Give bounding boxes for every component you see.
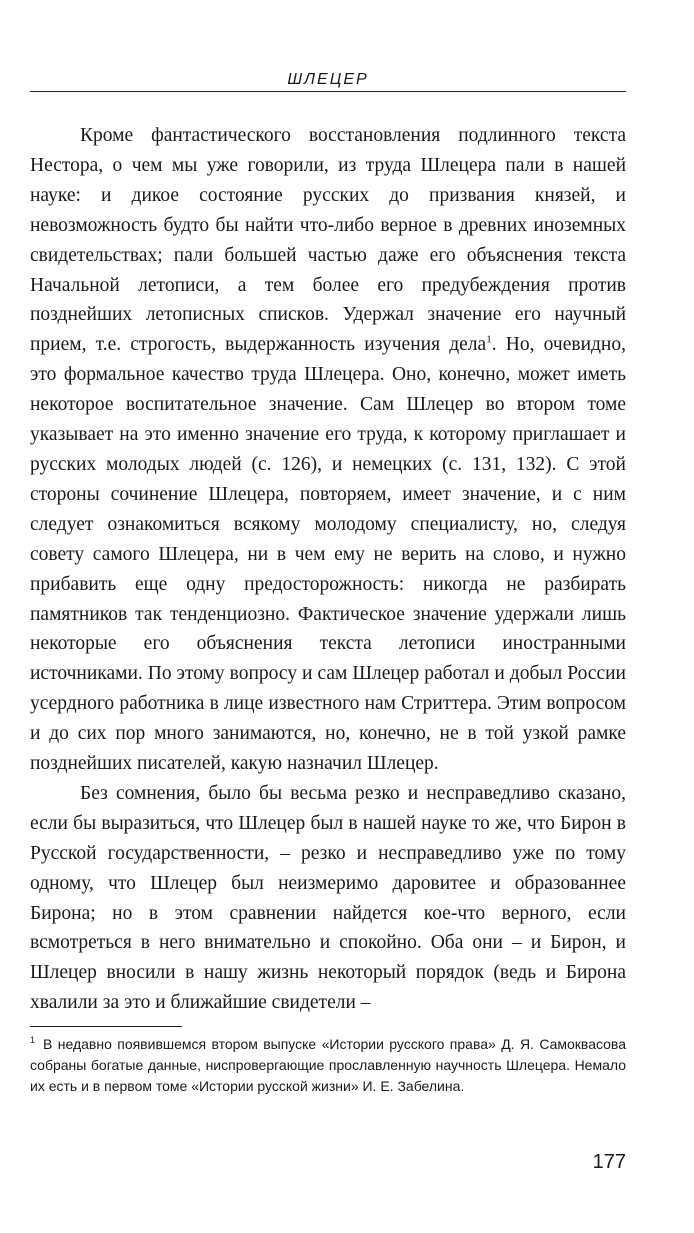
paragraph-1-part-2: . Но, очевидно, это формальное качество труда Шлецера. Оно, конечно, может иметь некоторое воспитательное значение. Сам Шлецер во втором томе указывает на это именно значение его труда, к которому приглашает и русских молодых людей (с. 126), и немецких (с. 131, 132). С этой стороны сочинение Шлецера, повторяем, имеет значение, и с ним следует ознакомиться всякому молодому специалисту, но, следуя совету самого Шлецера, ни в чем ему не верить на слово, и нужно прибавить еще одну предосторожность: никогда не разбирать памятников так тенденциозно. Фактическое значение удержали лишь некоторые его объяснения текста летописи иностранными источниками. По этому вопросу и сам Шлецер работал и добыл России усердного работника в лице известного нам Стриттера. Этим вопросом и до сих пор много занимаются, но, конечно, не в той узкой рамке позднейших писателей, какую назначил Шлецер.: [30, 334, 626, 775]
footnote-text: В недавно появившемся втором выпуске «Истории русского права» Д. Я. Самоквасова собраны богатые данные, ниспровергающие прославленную научность Шлецера. Немало их есть и в первом томе «Истории русской жизни» И. Е. Забелина.: [30, 1036, 626, 1094]
footnote-mark: 1: [30, 1035, 36, 1046]
header-rule: [30, 91, 626, 92]
paragraph-1: [30, 121, 626, 779]
footnote-reference[interactable]: 1: [486, 333, 492, 346]
main-text: [30, 121, 626, 1018]
page-number: 177: [592, 1151, 626, 1173]
footnote: [30, 1034, 626, 1097]
paragraph-1-part-1: Кроме фантастического восстановления подлинного текста Нестора, о чем мы уже говорили, из труда Шлецера пали в нашей науке: и дикое состояние русских до призвания князей, и невозможность будто бы найти что-либо верное в древних иноземных свидетельствах; пали большей частью даже его объяснения текста Начальной летописи, а тем более его предубеждения против позднейших летописных списков. Удержал значение его научный прием, т.е. строгость, выдержанность изучения дела: [30, 125, 626, 356]
paragraph-2: Без сомнения, было бы весьма резко и несправедливо сказано, если бы выразиться, что Шлецер был в нашей науке то же, что Бирон в Русской государственности, – резко и несправедливо уже по тому одному, что Шлецер был неизмеримо даровитее и образованнее Бирона; но в этом сравнении найдется кое-что верного, если всмотреться в него внимательно и спокойно. Оба они – и Бирон, и Шлецер вносили в нашу жизнь некоторый порядок (ведь и Бирона хвалили за это и ближайшие свидетели –: [30, 782, 626, 1014]
running-header: ШЛЕЦЕР: [287, 71, 369, 88]
footnote-rule: [30, 1026, 182, 1027]
